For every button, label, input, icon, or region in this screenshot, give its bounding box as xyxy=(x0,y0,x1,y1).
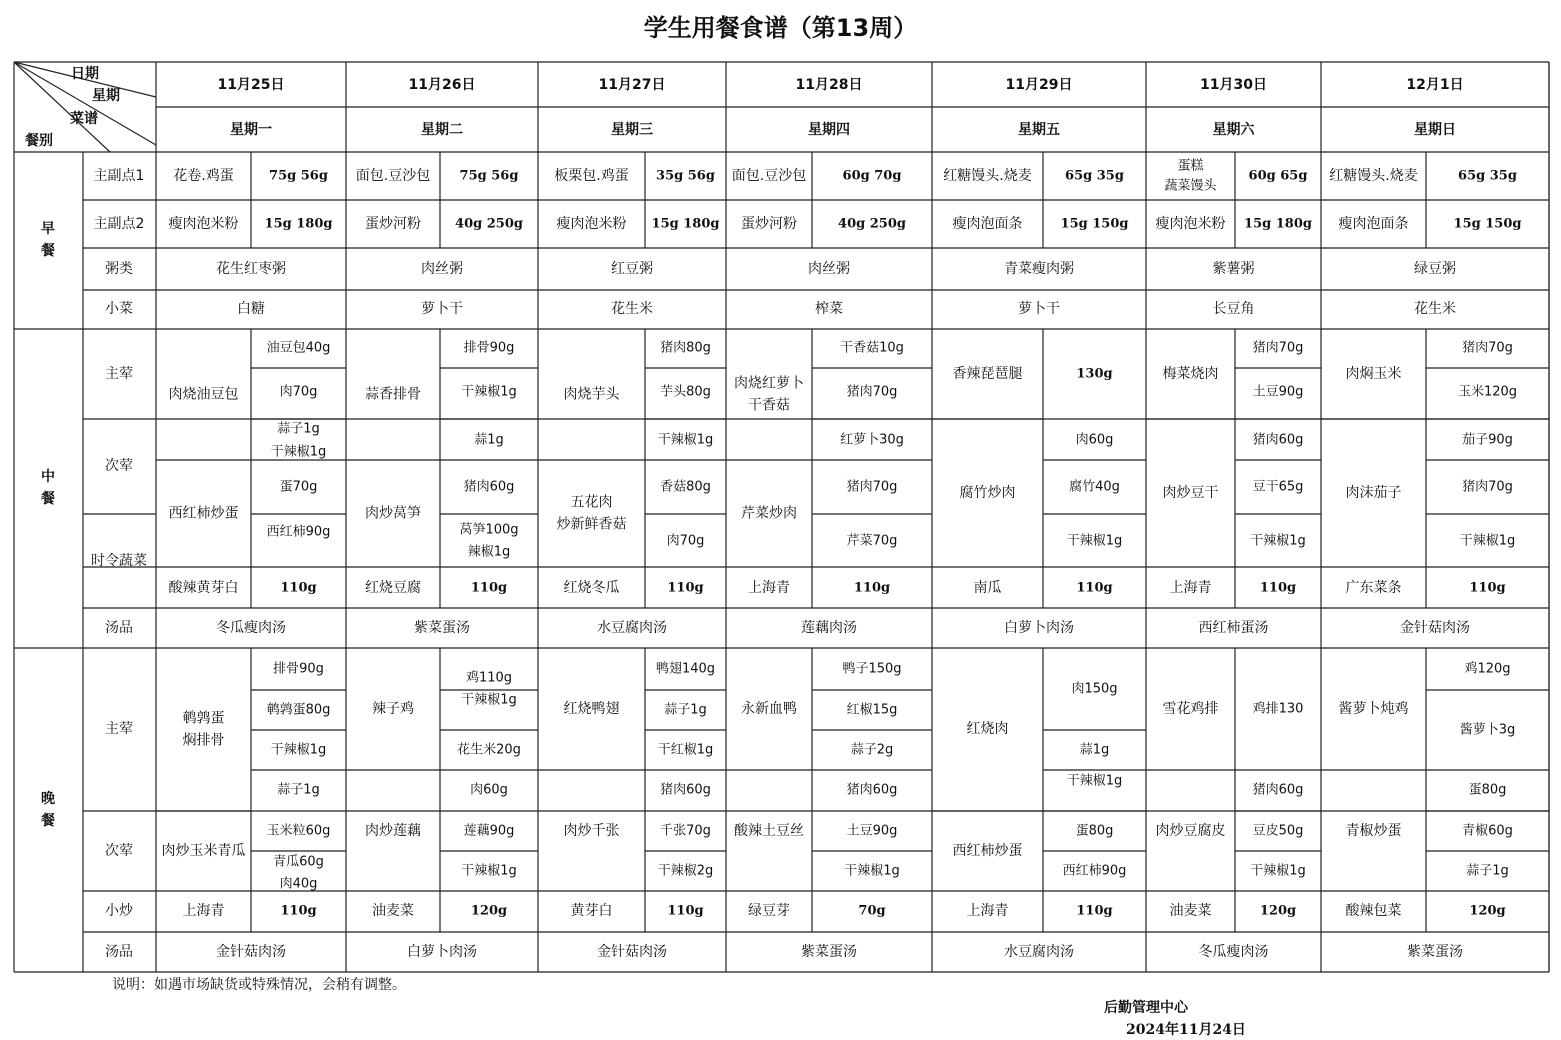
meal-breakfast: 餐 xyxy=(41,243,55,259)
lunch-ingredient: 猪肉70g xyxy=(1462,340,1513,356)
porridge: 肉丝粥 xyxy=(421,261,463,277)
lunch-ingredient: 肉60g xyxy=(1075,432,1114,448)
row-label: 时令蔬菜 xyxy=(91,553,147,569)
lunch-veg-qty: 110g xyxy=(853,580,891,596)
breakfast-qty: 15g 150g xyxy=(1453,216,1522,232)
lunch-ingredient: 肉70g xyxy=(666,533,705,549)
dinner-soup: 金针菇肉汤 xyxy=(216,944,286,960)
lunch-ingredient: 干辣椒1g xyxy=(1066,533,1123,549)
dinner-soup: 白萝卜肉汤 xyxy=(407,944,477,960)
breakfast-dish: 瘦肉泡米粉 xyxy=(1155,216,1226,232)
dinner-ingredient: 肉40g xyxy=(279,876,318,892)
weekday-header: 星期四 xyxy=(808,122,850,138)
row-label: 主副点1 xyxy=(93,168,145,184)
lunch-sub-dish: 肉炒豆干 xyxy=(1162,485,1219,501)
dinner-stir-dish: 上海青 xyxy=(966,903,1009,919)
lunch-ingredient: 猪肉70g xyxy=(846,479,898,495)
lunch-ingredient: 干香菇10g xyxy=(840,340,904,356)
dinner-ingredient: 酱萝卜3g xyxy=(1459,722,1516,738)
meal-dinner: 晚 xyxy=(41,791,55,807)
meal-lunch: 餐 xyxy=(41,491,55,507)
lunch-soup: 紫菜蛋汤 xyxy=(414,620,470,636)
dinner-ingredient: 青椒60g xyxy=(1462,823,1513,839)
porridge: 青菜瘦肉粥 xyxy=(1004,261,1074,277)
lunch-sub-dish: 腐竹炒肉 xyxy=(959,485,1016,501)
lunch-ingredient: 油豆包40g xyxy=(266,340,331,356)
dinner-main-dish: 红烧鸭翅 xyxy=(563,701,620,717)
dinner-soup: 水豆腐肉汤 xyxy=(1004,944,1074,960)
row-label: 小菜 xyxy=(105,301,133,317)
row-label: 粥类 xyxy=(105,261,133,277)
porridge: 紫薯粥 xyxy=(1212,261,1255,277)
weekday-header: 星期日 xyxy=(1414,122,1456,138)
row-label: 汤品 xyxy=(105,620,133,636)
breakfast-dish: 蛋炒河粉 xyxy=(365,216,421,232)
dinner-sub-dish: 青椒炒蛋 xyxy=(1345,823,1402,839)
lunch-veg-qty: 110g xyxy=(280,580,317,596)
lunch-veg-dish: 广东菜条 xyxy=(1345,580,1402,596)
breakfast-qty: 40g 250g xyxy=(455,216,523,232)
lunch-ingredient: 干辣椒1g xyxy=(1459,533,1516,549)
lunch-ingredient: 茄子90g xyxy=(1462,432,1513,448)
breakfast-dish: 瘦肉泡面条 xyxy=(1338,216,1409,232)
breakfast-qty: 60g 70g xyxy=(842,168,902,184)
dinner-main-dish: 酱萝卜炖鸡 xyxy=(1338,701,1409,717)
date-header: 11月25日 xyxy=(217,77,285,93)
date-header: 11月26日 xyxy=(408,77,476,93)
dinner-ingredient: 干红椒1g xyxy=(657,742,714,758)
lunch-sub-dish: 肉沫茄子 xyxy=(1345,485,1402,501)
breakfast-dish: 面包.豆沙包 xyxy=(355,168,431,184)
footer-office: 后勤管理中心 xyxy=(1104,1000,1188,1016)
dinner-ingredient: 猪肉60g xyxy=(846,782,898,798)
dinner-soup: 紫菜蛋汤 xyxy=(1407,944,1463,960)
dinner-ingredient: 鸡120g xyxy=(1464,661,1511,677)
dinner-ingredient: 莲藕90g xyxy=(463,823,515,839)
dinner-soup: 冬瓜瘦肉汤 xyxy=(1198,944,1269,960)
dinner-sub-dish: 西红柿炒蛋 xyxy=(952,843,1023,859)
row-label: 次荤 xyxy=(105,458,133,474)
row-label: 主荤 xyxy=(105,721,133,737)
dinner-ingredient: 蒜子2g xyxy=(850,742,894,758)
breakfast-qty: 15g 180g xyxy=(1244,216,1312,232)
dinner-sub-dish: 肉炒莲藕 xyxy=(365,823,421,839)
lunch-soup: 白萝卜肉汤 xyxy=(1004,620,1074,636)
lunch-ingredient: 玉米120g xyxy=(1457,384,1518,400)
breakfast-dish: 瘦肉泡米粉 xyxy=(556,216,627,232)
dinner-stir-dish: 上海青 xyxy=(182,903,225,919)
lunch-sub-dish: 炒新鲜香菇 xyxy=(556,516,627,533)
lunch-ingredient: 干辣椒1g xyxy=(461,384,517,400)
dinner-sub-dish: 酸辣土豆丝 xyxy=(734,823,804,839)
breakfast-qty: 15g 180g xyxy=(651,216,720,232)
dinner-ingredient: 鸭翅140g xyxy=(655,661,716,677)
dinner-main-dish: 辣子鸡 xyxy=(372,701,414,717)
lunch-main-dish: 肉焖玉米 xyxy=(1345,366,1402,382)
dinner-ingredient: 猪肉60g xyxy=(660,782,711,798)
weekday-header: 星期一 xyxy=(230,122,272,138)
side-dish: 萝卜干 xyxy=(421,301,463,317)
dinner-ingredient: 干辣椒1g xyxy=(1250,863,1306,879)
dinner-stir-qty: 120g xyxy=(1469,903,1506,919)
lunch-ingredient: 猪肉80g xyxy=(660,340,711,356)
date-header: 11月27日 xyxy=(598,77,666,93)
dinner-stir-qty: 120g xyxy=(1259,903,1297,919)
lunch-ingredient: 干辣椒1g xyxy=(657,432,714,448)
lunch-veg-qty: 110g xyxy=(1259,580,1297,596)
lunch-ingredient: 猪肉60g xyxy=(463,479,515,495)
row-label: 主荤 xyxy=(105,366,133,382)
lunch-ingredient: 蒜1g xyxy=(474,432,504,448)
dinner-stir-dish: 绿豆芽 xyxy=(748,903,790,919)
lunch-veg-qty: 110g xyxy=(1076,580,1113,596)
breakfast-dish: 蛋糕 xyxy=(1177,158,1204,174)
dinner-ingredient: 蛋80g xyxy=(1075,823,1114,839)
dinner-ingredient: 鸡排130 xyxy=(1252,701,1304,717)
lunch-main-dish: 肉烧油豆包 xyxy=(168,386,239,403)
page-title: 学生用餐食谱（第13周） xyxy=(643,14,918,42)
lunch-veg-dish: 红烧豆腐 xyxy=(365,580,421,596)
dinner-ingredient: 蒜子1g xyxy=(277,782,320,798)
corner-meal-label: 餐别 xyxy=(25,133,53,149)
dinner-main-dish: 焖排骨 xyxy=(182,732,225,749)
breakfast-dish: 蔬菜馒头 xyxy=(1164,178,1217,194)
porridge: 肉丝粥 xyxy=(808,261,850,277)
lunch-main-dish: 干香菇 xyxy=(748,397,790,414)
side-dish: 萝卜干 xyxy=(1018,301,1060,317)
lunch-ingredient: 猪肉60g xyxy=(1252,432,1304,448)
date-header: 11月28日 xyxy=(795,77,863,93)
footer-date: 2024年11月24日 xyxy=(1126,1022,1246,1038)
side-dish: 花生米 xyxy=(611,301,653,317)
dinner-stir-dish: 酸辣包菜 xyxy=(1345,903,1402,919)
lunch-sub-dish: 肉炒莴笋 xyxy=(365,505,421,522)
lunch-sub-dish: 西红柿炒蛋 xyxy=(168,505,239,522)
weekday-header: 星期六 xyxy=(1212,122,1255,138)
corner-date-label: 日期 xyxy=(71,66,99,82)
breakfast-dish: 红糖馒头.烧麦 xyxy=(943,168,1032,184)
lunch-ingredient: 猪肉70g xyxy=(1462,479,1513,495)
dinner-main-dish: 红烧肉 xyxy=(966,721,1009,737)
date-header: 11月29日 xyxy=(1005,77,1073,93)
dinner-ingredient: 鹌鹑蛋80g xyxy=(266,702,331,718)
lunch-main-dish: 香辣琵琶腿 xyxy=(952,366,1023,382)
lunch-veg-dish: 红烧冬瓜 xyxy=(563,580,620,596)
weekday-header: 星期三 xyxy=(611,122,653,138)
lunch-ingredient: 红萝卜30g xyxy=(840,432,904,448)
breakfast-dish: 花卷.鸡蛋 xyxy=(173,168,234,184)
lunch-ingredient: 豆干65g xyxy=(1252,479,1304,495)
lunch-ingredient: 蛋70g xyxy=(279,479,318,495)
breakfast-dish: 瘦肉泡面条 xyxy=(952,216,1023,232)
lunch-ingredient: 蒜子1g xyxy=(277,421,320,437)
breakfast-qty: 75g 56g xyxy=(459,168,519,184)
lunch-ingredient: 芹菜70g xyxy=(846,533,898,549)
side-dish: 榨菜 xyxy=(815,301,843,317)
dinner-main-dish: 鹌鹑蛋 xyxy=(182,710,225,727)
dinner-ingredient: 蒜子1g xyxy=(1466,863,1509,879)
dinner-sub-dish: 肉炒千张 xyxy=(563,823,620,839)
breakfast-qty: 40g 250g xyxy=(838,216,906,232)
lunch-veg-dish: 上海青 xyxy=(748,580,790,596)
dinner-ingredient: 花生米20g xyxy=(457,742,521,758)
dinner-ingredient: 鸡110g xyxy=(465,670,513,686)
corner-weekday-label: 星期 xyxy=(92,88,120,104)
lunch-veg-qty: 110g xyxy=(470,580,508,596)
dinner-soup: 紫菜蛋汤 xyxy=(801,944,857,960)
lunch-ingredient: 莴笋100g xyxy=(459,522,519,538)
lunch-main-dish: 肉烧芋头 xyxy=(563,386,620,403)
lunch-veg-dish: 上海青 xyxy=(1169,580,1212,596)
lunch-soup: 水豆腐肉汤 xyxy=(597,620,667,636)
breakfast-dish: 面包.豆沙包 xyxy=(731,168,807,184)
dinner-ingredient: 红椒15g xyxy=(846,702,898,718)
dinner-ingredient: 干辣椒1g xyxy=(461,863,517,879)
dinner-ingredient: 干辣椒2g xyxy=(657,863,714,879)
date-header: 12月1日 xyxy=(1406,77,1464,93)
lunch-ingredient: 芋头80g xyxy=(660,384,711,400)
breakfast-qty: 65g 35g xyxy=(1458,168,1517,184)
footer-note: 说明：如遇市场缺货或特殊情况，会稍有调整。 xyxy=(112,977,406,993)
dinner-ingredient: 青瓜60g xyxy=(273,854,324,870)
lunch-ingredient: 排骨90g xyxy=(463,340,515,356)
meal-breakfast: 早 xyxy=(41,221,55,237)
lunch-veg-qty: 110g xyxy=(1469,580,1506,596)
lunch-ingredient: 腐竹40g xyxy=(1069,479,1120,495)
row-label: 主副点2 xyxy=(93,216,145,232)
breakfast-dish: 蛋炒河粉 xyxy=(741,216,797,232)
porridge: 绿豆粥 xyxy=(1414,261,1456,277)
dinner-ingredient: 豆皮50g xyxy=(1252,823,1304,839)
breakfast-qty: 35g 56g xyxy=(656,168,715,184)
row-label: 小炒 xyxy=(105,903,133,919)
dinner-ingredient: 鸭子150g xyxy=(842,661,902,677)
lunch-soup: 莲藕肉汤 xyxy=(801,620,857,636)
dinner-stir-dish: 油麦菜 xyxy=(1169,903,1212,919)
lunch-ingredient: 香菇80g xyxy=(660,479,711,495)
dinner-ingredient: 土豆90g xyxy=(846,823,898,839)
dinner-ingredient: 干辣椒1g xyxy=(461,692,517,708)
dinner-sub-dish: 肉炒豆腐皮 xyxy=(1155,823,1226,839)
dinner-ingredient: 肉150g xyxy=(1071,681,1118,697)
dinner-ingredient: 西红柿90g xyxy=(1062,863,1127,879)
dinner-ingredient: 干辣椒1g xyxy=(844,863,900,879)
lunch-ingredient: 干辣椒1g xyxy=(270,444,327,460)
side-dish: 花生米 xyxy=(1414,301,1456,317)
lunch-sub-dish: 五花肉 xyxy=(570,494,613,511)
lunch-veg-qty: 110g xyxy=(667,580,704,596)
dinner-ingredient: 蛋80g xyxy=(1468,782,1507,798)
lunch-ingredient: 干辣椒1g xyxy=(1250,533,1306,549)
lunch-main-dish: 梅菜烧肉 xyxy=(1162,366,1219,382)
dinner-ingredient: 猪肉60g xyxy=(1252,782,1304,798)
dinner-stir-dish: 黄芽白 xyxy=(570,903,613,919)
lunch-ingredient: 土豆90g xyxy=(1252,384,1304,400)
lunch-ingredient: 130g xyxy=(1076,366,1113,382)
dinner-ingredient: 玉米粒60g xyxy=(266,823,331,839)
lunch-soup: 西红柿蛋汤 xyxy=(1198,620,1269,636)
breakfast-dish: 瘦肉泡米粉 xyxy=(168,216,239,232)
dinner-stir-qty: 110g xyxy=(1076,903,1113,919)
dinner-stir-qty: 110g xyxy=(280,903,317,919)
lunch-ingredient: 辣椒1g xyxy=(467,544,511,560)
lunch-main-dish: 蒜香排骨 xyxy=(365,386,421,403)
breakfast-qty: 60g 65g xyxy=(1248,168,1308,184)
dinner-ingredient: 千张70g xyxy=(660,823,711,839)
row-label: 次荤 xyxy=(105,843,133,859)
side-dish: 长豆角 xyxy=(1212,301,1255,317)
dinner-ingredient: 干辣椒1g xyxy=(270,742,327,758)
breakfast-dish: 红糖馒头.烧麦 xyxy=(1329,168,1418,184)
dinner-soup: 金针菇肉汤 xyxy=(597,944,667,960)
dinner-ingredient: 蒜1g xyxy=(1079,742,1110,758)
dinner-main-dish: 雪花鸡排 xyxy=(1162,701,1219,717)
porridge: 花生红枣粥 xyxy=(216,261,286,277)
breakfast-qty: 65g 35g xyxy=(1065,168,1124,184)
lunch-ingredient: 猪肉70g xyxy=(1252,340,1304,356)
meal-dinner: 餐 xyxy=(41,813,55,829)
lunch-ingredient: 西红柿90g xyxy=(266,524,331,540)
dinner-ingredient: 肉60g xyxy=(470,782,508,798)
weekday-header: 星期五 xyxy=(1018,122,1060,138)
row-label: 汤品 xyxy=(105,944,133,960)
dinner-ingredient: 干辣椒1g xyxy=(1066,773,1123,789)
dinner-stir-dish: 油麦菜 xyxy=(372,903,414,919)
dinner-sub-dish: 肉炒玉米青瓜 xyxy=(161,843,246,859)
breakfast-qty: 15g 180g xyxy=(264,216,333,232)
lunch-main-dish: 肉烧红萝卜 xyxy=(734,375,804,392)
breakfast-qty: 15g 150g xyxy=(1060,216,1129,232)
meal-lunch: 中 xyxy=(41,469,55,485)
lunch-veg-dish: 南瓜 xyxy=(973,580,1002,596)
lunch-ingredient: 猪肉70g xyxy=(846,384,898,400)
corner-menu-label: 菜谱 xyxy=(70,111,98,127)
weekday-header: 星期二 xyxy=(421,122,463,138)
dinner-ingredient: 排骨90g xyxy=(273,661,324,677)
lunch-soup: 金针菇肉汤 xyxy=(1400,620,1470,636)
lunch-ingredient: 肉70g xyxy=(279,384,318,400)
date-header: 11月30日 xyxy=(1200,77,1267,93)
lunch-veg-dish: 酸辣黄芽白 xyxy=(168,580,239,596)
dinner-stir-qty: 70g xyxy=(858,903,886,919)
dinner-stir-qty: 120g xyxy=(470,903,508,919)
lunch-sub-dish: 芹菜炒肉 xyxy=(741,505,797,522)
breakfast-dish: 板栗包.鸡蛋 xyxy=(554,168,629,184)
dinner-ingredient: 蒜子1g xyxy=(664,702,707,718)
lunch-soup: 冬瓜瘦肉汤 xyxy=(216,620,286,636)
dinner-main-dish: 永新血鸭 xyxy=(741,701,797,717)
porridge: 红豆粥 xyxy=(611,261,653,277)
dinner-stir-qty: 110g xyxy=(667,903,704,919)
side-dish: 白糖 xyxy=(237,301,265,317)
breakfast-qty: 75g 56g xyxy=(269,168,328,184)
